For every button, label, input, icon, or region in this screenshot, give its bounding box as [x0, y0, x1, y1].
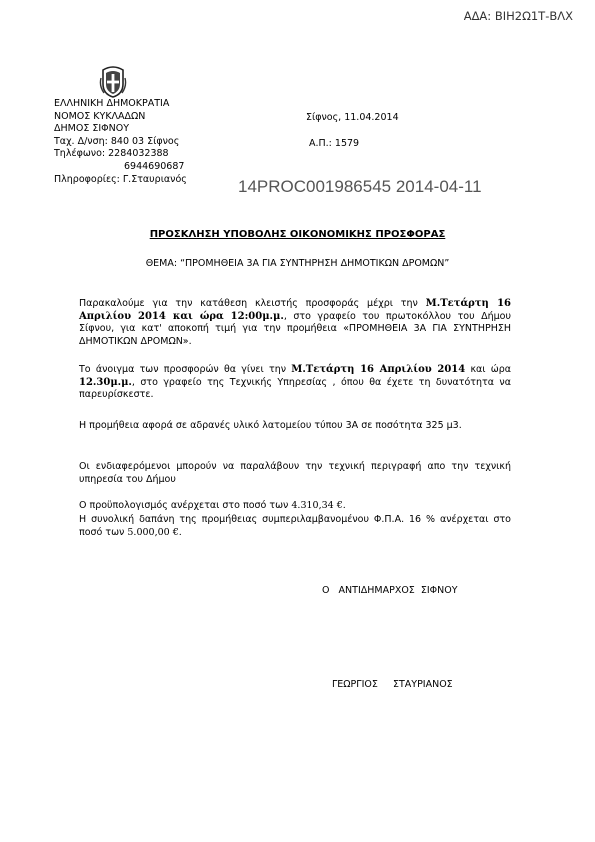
- protocol-number: Α.Π.: 1579: [309, 138, 360, 149]
- procurement-stamp: 14PROC001986545 2014-04-11: [238, 177, 482, 196]
- document-date: Σίφνος, 11.04.2014: [306, 112, 399, 123]
- header-info: Πληροφορίες: Γ.Σταυριανός: [54, 173, 187, 185]
- document-title: ΠΡΟΣΚΛΗΣΗ ΥΠΟΒΟΛΗΣ ΟΙΚΟΝΟΜΙΚΗΣ ΠΡΟΣΦΟΡΑΣ: [149, 229, 446, 240]
- header-phone2: 6944690687: [124, 160, 185, 172]
- paragraph-technical-description: Οι ενδιαφερόμενοι μπορούν να παραλάβουν την τεχνική περιγραφή απο την τεχνική υπηρεσία του Δήμου: [79, 461, 511, 485]
- header-line: ΔΗΜΟΣ ΣΙΦΝΟΥ: [54, 123, 130, 135]
- header-line: ΝΟΜΟΣ ΚΥΚΛΑΔΩΝ: [54, 110, 146, 122]
- paragraph-budget: Ο προϋπολογισμός ανέρχεται στο ποσό των 4.310,34 €.: [79, 500, 346, 511]
- paragraph-total-cost: Η συνολική δαπάνη της προμήθειας συμπεριλαμβανομένου Φ.Π.Α. 16 % ανέρχεται στο ποσό των 5.000,00 €.: [79, 514, 511, 538]
- ada-code: ΑΔΑ: ΒΙΗ2Ω1Τ-ΒΛΧ: [463, 9, 573, 23]
- paragraph-material: Η προμήθεια αφορά σε αδρανές υλικό λατομείου τύπου 3Α σε ποσότητα 325 μ3.: [79, 420, 462, 431]
- signatory-title: Ο ΑΝΤΙΔΗΜΑΡΧΟΣ ΣΙΦΝΟΥ: [322, 585, 458, 596]
- issuer-block: [54, 98, 187, 186]
- paragraph-opening: Το άνοιγμα των προσφορών θα γίνει την Μ.Τετάρτη 16 Απριλίου 2014 και ώρα 12.30μ.μ., στο γραφείο της Τεχνικής Υπηρεσίας , όπου θα έχετε τη δυνατότητα να παρευρίσκεστε.: [79, 364, 511, 401]
- greek-emblem-icon: [99, 66, 127, 98]
- header-line: ΕΛΛΗΝΙΚΗ ΔΗΜΟΚΡΑΤΙΑ: [54, 98, 170, 109]
- signatory-name: ΓΕΩΡΓΙΟΣ ΣΤΑΥΡΙΑΝΟΣ: [332, 679, 453, 690]
- header-line: Ταχ. Δ/νση: 840 03 Σίφνος: [54, 135, 180, 147]
- paragraph-submission: Παρακαλούμε για την κατάθεση κλειστής προσφοράς μέχρι την Μ.Τετάρτη 16 Απριλίου 2014 και ώρα 12:00μ.μ., στο γραφείο του πρωτοκόλλου του Δήμου Σίφνου, για κατ' αποκοπή τιμή για την προμήθεια «ΠΡΟΜΗΘΕΙΑ 3Α ΓΙΑ ΣΥΝΤΗΡΗΣΗ ΔΗΜΟΤΙΚΩΝ ΔΡΟΜΩΝ».: [79, 298, 512, 347]
- document-subject: ΘΕΜΑ: “ΠΡΟΜΗΘΕΙΑ 3Α ΓΙΑ ΣΥΝΤΗΡΗΣΗ ΔΗΜΟΤΙΚΩΝ ΔΡΟΜΩΝ”: [145, 258, 450, 269]
- header-line: Τηλέφωνο: 2284032388: [54, 148, 169, 160]
